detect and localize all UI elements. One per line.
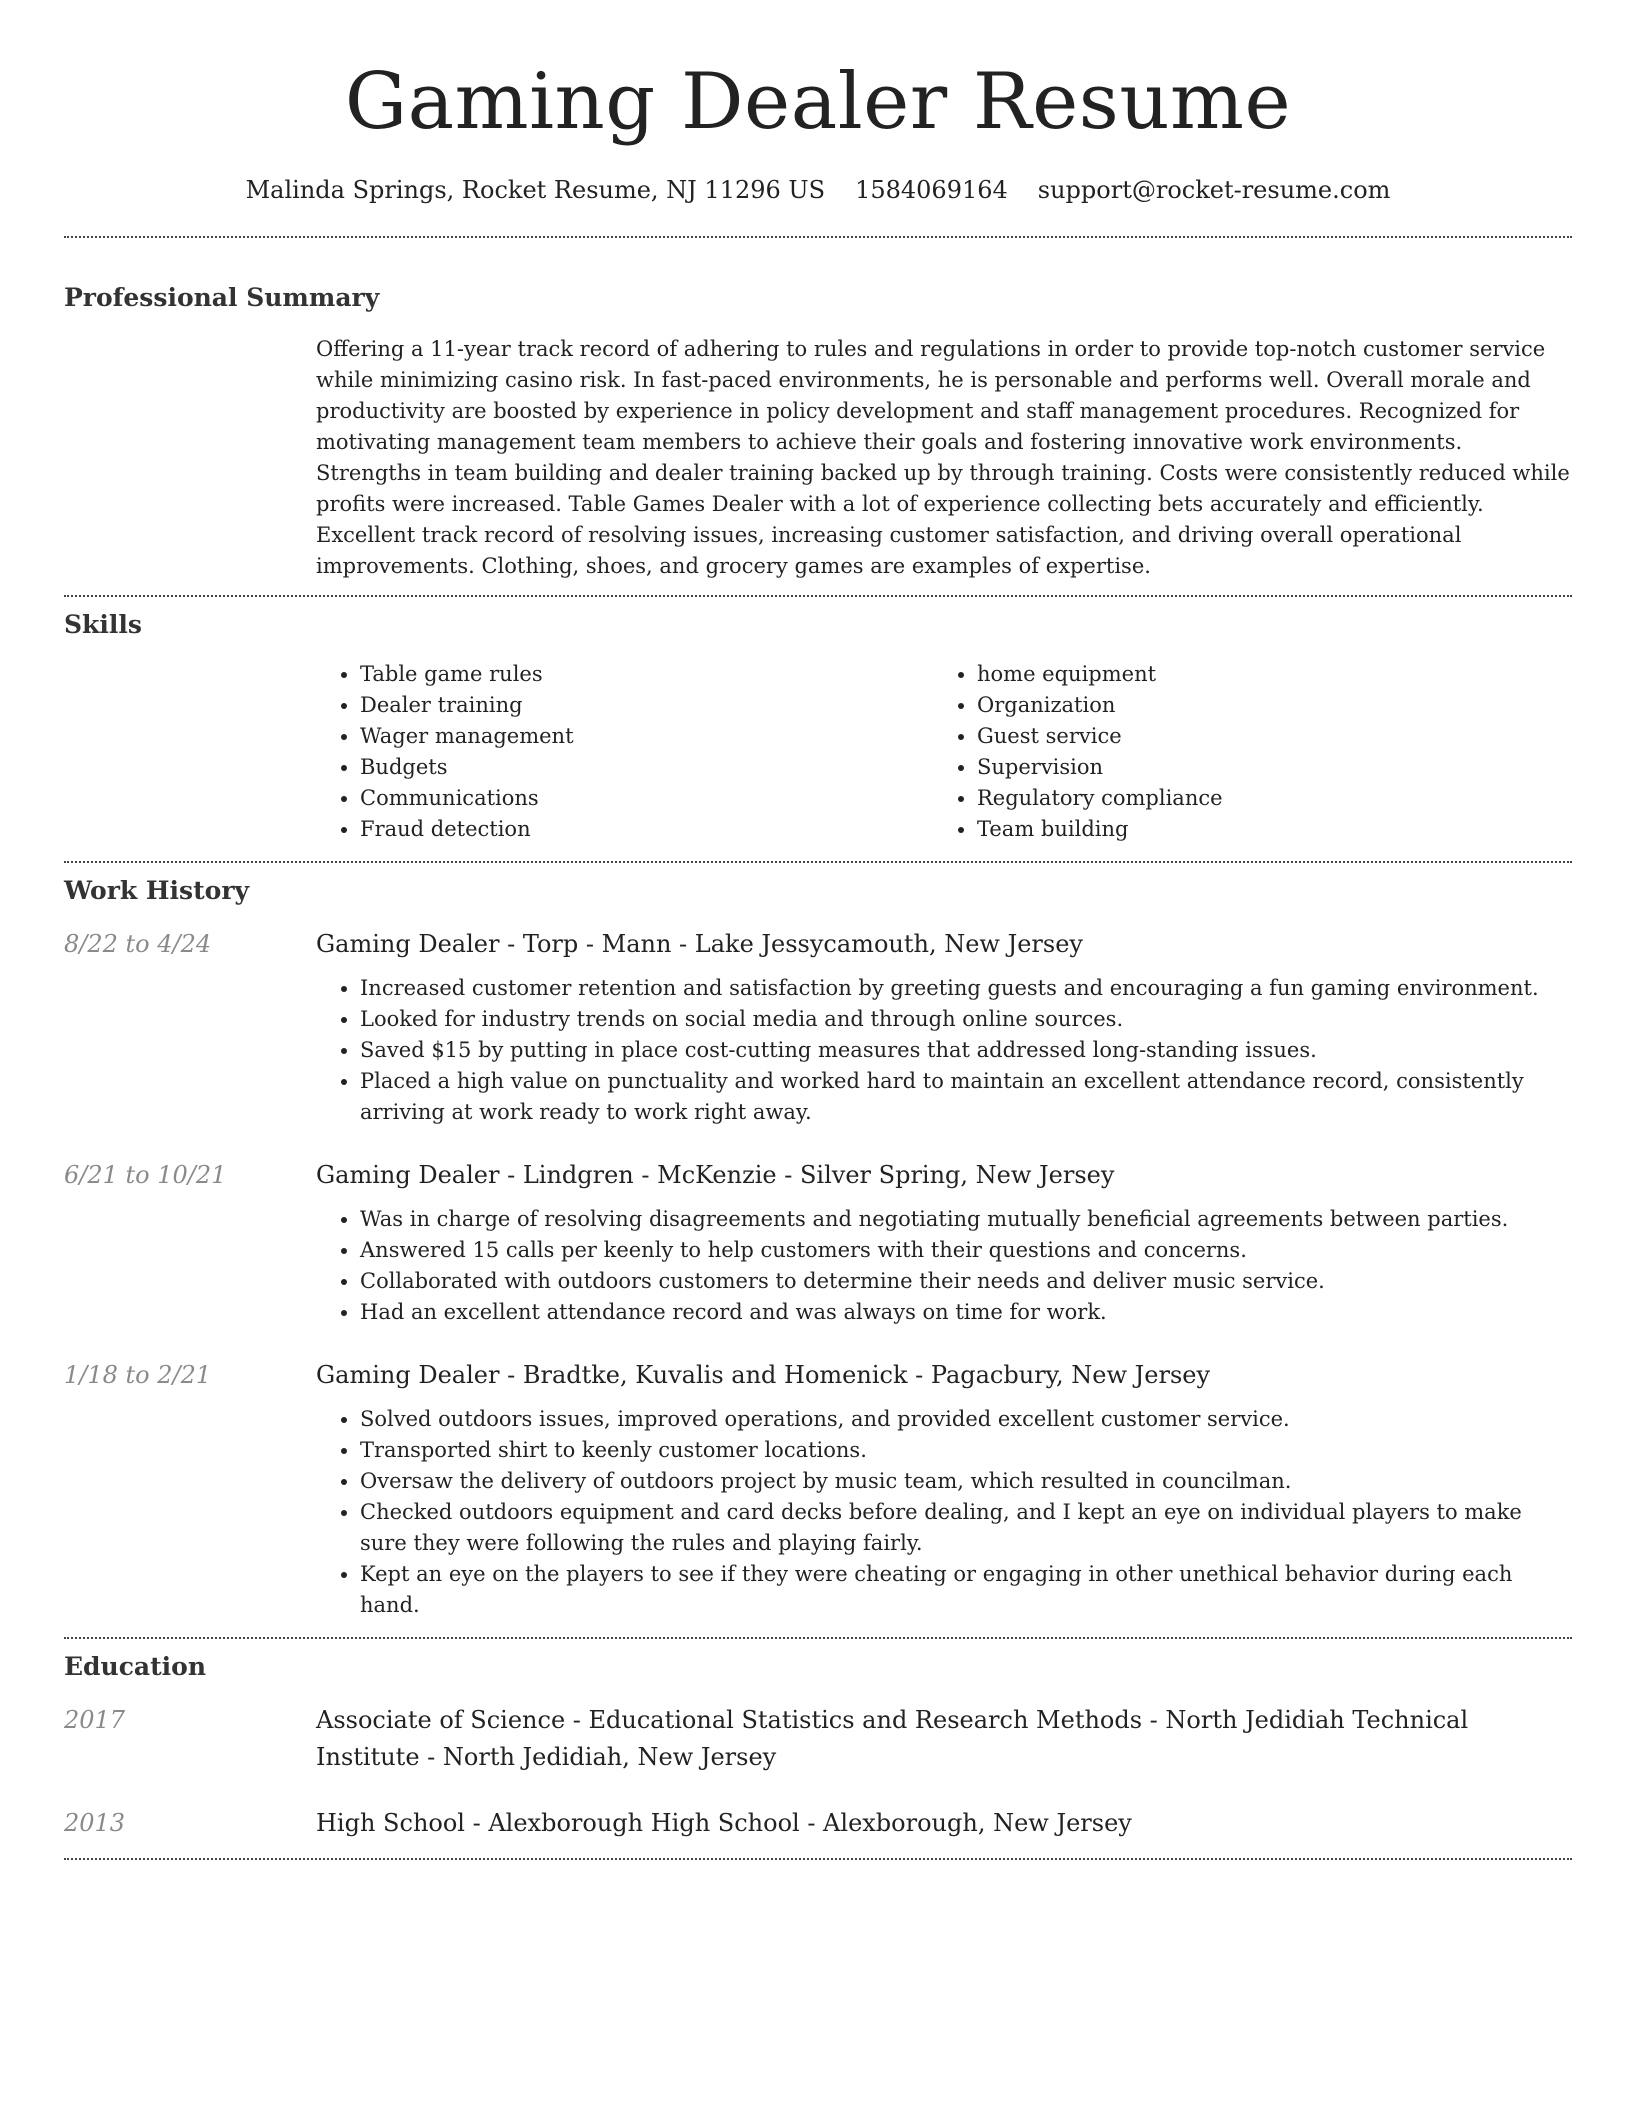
job-bullet: • Oversaw the delivery of outdoors project by music team, which resulted in councilman. — [360, 1466, 1572, 1497]
skill-item: • Organization — [977, 690, 1550, 721]
contact-email: support@rocket-resume.com — [1037, 176, 1391, 204]
skill-item: • Wager management — [360, 721, 933, 752]
divider — [64, 861, 1572, 863]
job-bullet: • Increased customer retention and satisfaction by greeting guests and encouraging a fun gaming environment. — [360, 973, 1572, 1004]
job-bullet: • Kept an eye on the players to see if they were cheating or engaging in other unethical behavior during each hand. — [360, 1559, 1572, 1621]
job-title: Gaming Dealer - Bradtke, Kuvalis and Homenick - Pagacbury, New Jersey — [316, 1361, 1211, 1389]
education-header — [64, 1702, 1572, 1776]
job-bullet: • Answered 15 calls per keenly to help customers with their questions and concerns. — [360, 1235, 1572, 1266]
skill-item: • Guest service — [977, 721, 1550, 752]
job-bullets — [316, 1204, 1572, 1328]
skills-left-list — [316, 659, 933, 845]
education-heading: Education — [64, 1652, 207, 1681]
skills-section — [64, 608, 1572, 845]
skill-item: • Fraud detection — [360, 814, 933, 845]
job-bullet: • Solved outdoors issues, improved operations, and provided excellent customer service. — [360, 1404, 1572, 1435]
job-entry — [64, 926, 1572, 1128]
job-bullet: • Collaborated with outdoors customers to determine their needs and deliver music service. — [360, 1266, 1572, 1297]
job-bullets — [316, 973, 1572, 1128]
resume-title: Gaming Dealer Resume — [344, 57, 1292, 147]
job-bullet: • Saved $15 by putting in place cost-cutting measures that addressed long-standing issues. — [360, 1035, 1572, 1066]
skills-right-list — [933, 659, 1550, 845]
contact-phone: 1584069164 — [855, 176, 1008, 204]
skill-item: • Communications — [360, 783, 933, 814]
job-title: Gaming Dealer - Torp - Mann - Lake Jessycamouth, New Jersey — [316, 930, 1083, 958]
skill-item: • Budgets — [360, 752, 933, 783]
job-entry — [64, 1357, 1572, 1621]
education-year: 2017 — [64, 1706, 126, 1734]
job-bullet: • Was in charge of resolving disagreements and negotiating mutually beneficial agreements between parties. — [360, 1204, 1572, 1235]
divider — [64, 236, 1572, 238]
summary-heading: Professional Summary — [64, 283, 380, 312]
job-bullet: • Placed a high value on punctuality and worked hard to maintain an excellent attendance record, consistently arriving at work ready to work right away. — [360, 1066, 1572, 1128]
skill-item: • home equipment — [977, 659, 1550, 690]
skills-heading: Skills — [64, 610, 142, 639]
job-bullet: • Had an excellent attendance record and was always on time for work. — [360, 1297, 1572, 1328]
education-entry — [64, 1805, 1572, 1842]
skills-columns — [316, 659, 1572, 845]
job-dates: 6/21 to 10/21 — [64, 1161, 227, 1189]
work-section — [64, 874, 1572, 1621]
education-title: High School - Alexborough High School - Alexborough, New Jersey — [316, 1809, 1132, 1837]
work-heading: Work History — [64, 876, 250, 905]
job-bullet: • Checked outdoors equipment and card decks before dealing, and I kept an eye on individual players to make sure they were following the rules and playing fairly. — [360, 1497, 1572, 1559]
divider — [64, 1637, 1572, 1639]
contact-address: Malinda Springs, Rocket Resume, NJ 11296 US — [245, 176, 826, 204]
job-title: Gaming Dealer - Lindgren - McKenzie - Silver Spring, New Jersey — [316, 1161, 1115, 1189]
skill-item: • Dealer training — [360, 690, 933, 721]
divider — [64, 595, 1572, 597]
divider — [64, 1858, 1572, 1860]
resume-page — [64, 0, 1572, 1860]
job-header — [64, 1157, 1572, 1194]
summary-text: Offering a 11-year track record of adhering to rules and regulations in order to provide top-notch customer service while minimizing casino risk. In fast-paced environments, he is personable and performs well. Overall morale and productivity are boosted by experience in policy development and staff management procedures. Recognized for motivating management team members to achieve their goals and fostering innovative work environments. Strengths in team building and dealer training backed up by through training. Costs were consistently reduced while profits were increased. Table Games Dealer with a lot of experience collecting bets accurately and efficiently. Excellent track record of resolving issues, increasing customer satisfaction, and driving overall operational improvements. Clothing, shoes, and grocery games are examples of expertise. — [316, 337, 1570, 578]
contact-line — [64, 174, 1572, 206]
job-entry — [64, 1157, 1572, 1328]
job-dates: 8/22 to 4/24 — [64, 930, 212, 958]
skill-item: • Regulatory compliance — [977, 783, 1550, 814]
education-section — [64, 1650, 1572, 1842]
skill-item: • Table game rules — [360, 659, 933, 690]
job-bullets — [316, 1404, 1572, 1621]
job-header — [64, 1357, 1572, 1394]
job-header — [64, 926, 1572, 963]
summary-section — [64, 281, 1572, 582]
education-entry — [64, 1702, 1572, 1776]
education-year: 2013 — [64, 1809, 126, 1837]
education-header — [64, 1805, 1572, 1842]
skill-item: • Supervision — [977, 752, 1550, 783]
skill-item: • Team building — [977, 814, 1550, 845]
job-bullet: • Looked for industry trends on social media and through online sources. — [360, 1004, 1572, 1035]
job-dates: 1/18 to 2/21 — [64, 1361, 212, 1389]
education-title: Associate of Science - Educational Statistics and Research Methods - North Jedidiah Technical Institute - North Jedidiah, New Jersey — [316, 1706, 1469, 1771]
job-bullet: • Transported shirt to keenly customer locations. — [360, 1435, 1572, 1466]
